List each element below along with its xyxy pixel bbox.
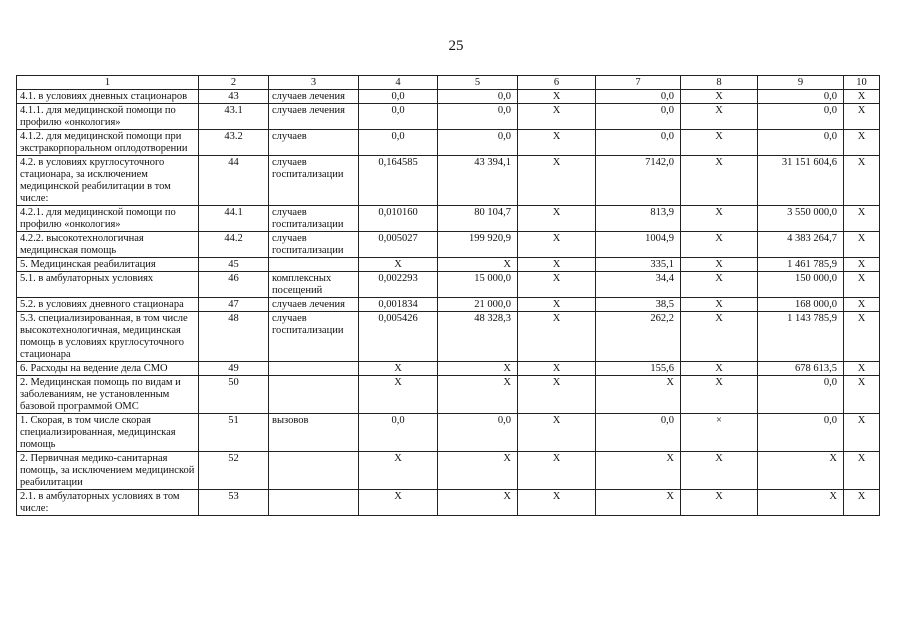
table-cell: 1 461 785,9	[758, 258, 844, 272]
table-cell: 21 000,0	[438, 298, 518, 312]
table-cell: Х	[596, 376, 681, 414]
table-cell: Х	[844, 452, 880, 490]
table-cell: Х	[359, 490, 438, 516]
table-row	[17, 490, 880, 516]
table-cell: 0,0	[438, 104, 518, 130]
table-cell: Х	[518, 156, 596, 206]
table-cell: Х	[359, 452, 438, 490]
table-cell: 43 394,1	[438, 156, 518, 206]
table-cell: 5.1. в амбулаторных условиях	[17, 272, 199, 298]
table-cell: 0,0	[359, 130, 438, 156]
table-cell: 0,0	[758, 376, 844, 414]
table-cell: Х	[438, 258, 518, 272]
table-cell: 4.1.2. для медицинской помощи при экстракорпоральном оплодотворении	[17, 130, 199, 156]
table-cell: 0,0	[758, 130, 844, 156]
table-cell: 0,005426	[359, 312, 438, 362]
table-cell: Х	[681, 272, 758, 298]
table-cell: Х	[844, 272, 880, 298]
table-cell	[269, 362, 359, 376]
table-cell: 48	[199, 312, 269, 362]
table-cell: 46	[199, 272, 269, 298]
table-cell: 155,6	[596, 362, 681, 376]
table-cell: Х	[681, 490, 758, 516]
table-cell: Х	[518, 232, 596, 258]
table-cell: 1004,9	[596, 232, 681, 258]
table-cell: 0,0	[438, 90, 518, 104]
table-cell: 1. Скорая, в том числе скорая специализированная, медицинская помощь	[17, 414, 199, 452]
table-cell: Х	[844, 298, 880, 312]
table-cell: Х	[596, 490, 681, 516]
header-cell: 5	[438, 76, 518, 90]
table-cell: 44.2	[199, 232, 269, 258]
table-cell: 199 920,9	[438, 232, 518, 258]
table-row	[17, 90, 880, 104]
table-cell: Х	[681, 104, 758, 130]
table-row	[17, 414, 880, 452]
table-cell: 38,5	[596, 298, 681, 312]
table-cell: Х	[518, 130, 596, 156]
table-cell: 0,0	[359, 90, 438, 104]
table-cell: Х	[681, 90, 758, 104]
table-cell: Х	[359, 376, 438, 414]
table-cell: 1 143 785,9	[758, 312, 844, 362]
table-cell: 34,4	[596, 272, 681, 298]
header-cell: 10	[844, 76, 880, 90]
table-cell: 678 613,5	[758, 362, 844, 376]
table-cell: Х	[844, 362, 880, 376]
table-cell: Х	[681, 452, 758, 490]
table-cell	[269, 452, 359, 490]
header-cell: 2	[199, 76, 269, 90]
table-cell: Х	[681, 258, 758, 272]
table-cell: 150 000,0	[758, 272, 844, 298]
table-cell: Х	[438, 490, 518, 516]
table-cell: Х	[518, 90, 596, 104]
table-cell: Х	[438, 452, 518, 490]
table-cell: 49	[199, 362, 269, 376]
table-cell: 5.3. специализированная, в том числе высокотехнологичная, медицинская помощь в условиях круглосуточного стационара	[17, 312, 199, 362]
table-cell: Х	[518, 104, 596, 130]
table-cell: 335,1	[596, 258, 681, 272]
table-cell: Х	[844, 490, 880, 516]
table-cell: 262,2	[596, 312, 681, 362]
table-cell: 0,005027	[359, 232, 438, 258]
table-row	[17, 312, 880, 362]
table-cell: Х	[681, 298, 758, 312]
table-cell	[269, 490, 359, 516]
header-cell: 1	[17, 76, 199, 90]
table-cell: 2. Медицинская помощь по видам и заболеваниям, не установленным базовой программой ОМС	[17, 376, 199, 414]
header-cell: 7	[596, 76, 681, 90]
table-cell: 0,001834	[359, 298, 438, 312]
table-row	[17, 376, 880, 414]
table-cell: 0,0	[359, 104, 438, 130]
table-cell: ×	[681, 414, 758, 452]
table-cell: 53	[199, 490, 269, 516]
table-cell: вызовов	[269, 414, 359, 452]
table-cell: Х	[681, 312, 758, 362]
table-cell: 0,0	[438, 414, 518, 452]
header-cell: 3	[269, 76, 359, 90]
table-cell: 50	[199, 376, 269, 414]
table-cell: Х	[518, 272, 596, 298]
table-cell: 48 328,3	[438, 312, 518, 362]
table-cell: 4.1. в условиях дневных стационаров	[17, 90, 199, 104]
table-cell: Х	[681, 376, 758, 414]
table-cell: Х	[681, 232, 758, 258]
table-cell: случаев лечения	[269, 298, 359, 312]
table-cell: Х	[844, 376, 880, 414]
header-cell: 9	[758, 76, 844, 90]
table-cell: Х	[758, 490, 844, 516]
table-cell: 52	[199, 452, 269, 490]
table-cell: 4.1.1. для медицинской помощи по профилю «онкология»	[17, 104, 199, 130]
table-cell: 0,010160	[359, 206, 438, 232]
table-row	[17, 298, 880, 312]
table-cell: 43.1	[199, 104, 269, 130]
table-cell: Х	[518, 312, 596, 362]
table-cell: 45	[199, 258, 269, 272]
table-cell: 0,0	[359, 414, 438, 452]
table-cell: Х	[438, 376, 518, 414]
header-cell: 8	[681, 76, 758, 90]
header-cell: 6	[518, 76, 596, 90]
table-cell: 5. Медицинская реабилитация	[17, 258, 199, 272]
table-cell: Х	[596, 452, 681, 490]
table-cell: Х	[518, 452, 596, 490]
table-cell: 6. Расходы на ведение дела СМО	[17, 362, 199, 376]
table-header	[17, 76, 880, 90]
table-cell: 5.2. в условиях дневного стационара	[17, 298, 199, 312]
table-cell: случаев госпитализации	[269, 206, 359, 232]
table-cell: Х	[518, 362, 596, 376]
table-cell: 44	[199, 156, 269, 206]
table-cell: 2. Первичная медико-санитарная помощь, за исключением медицинской реабилитации	[17, 452, 199, 490]
table-cell: Х	[844, 90, 880, 104]
table-cell	[269, 376, 359, 414]
data-table	[16, 75, 880, 516]
table-cell: Х	[844, 312, 880, 362]
table-cell: 0,0	[596, 414, 681, 452]
table-row	[17, 452, 880, 490]
table-cell: случаев госпитализации	[269, 232, 359, 258]
table-cell: 51	[199, 414, 269, 452]
table-cell: 0,002293	[359, 272, 438, 298]
table-cell: 0,0	[758, 414, 844, 452]
table-cell: Х	[844, 414, 880, 452]
table-cell: 0,0	[438, 130, 518, 156]
table-row	[17, 130, 880, 156]
table-cell: Х	[518, 258, 596, 272]
table-cell: 44.1	[199, 206, 269, 232]
table-cell: 168 000,0	[758, 298, 844, 312]
page-number: 25	[448, 38, 464, 54]
table-cell: Х	[518, 490, 596, 516]
table-cell: 0,0	[596, 90, 681, 104]
table-cell: Х	[844, 130, 880, 156]
table-cell: 0,164585	[359, 156, 438, 206]
table-cell: случаев лечения	[269, 104, 359, 130]
table-cell: 31 151 604,6	[758, 156, 844, 206]
table-cell: Х	[359, 258, 438, 272]
table-cell: 4.2.2. высокотехнологичная медицинская помощь	[17, 232, 199, 258]
table-cell: 47	[199, 298, 269, 312]
table-cell: 43	[199, 90, 269, 104]
table-body	[17, 90, 880, 516]
table-cell: Х	[844, 104, 880, 130]
table-cell: 0,0	[758, 104, 844, 130]
table-cell: Х	[681, 130, 758, 156]
table-row	[17, 272, 880, 298]
table-cell	[269, 258, 359, 272]
table-row	[17, 362, 880, 376]
table-cell: Х	[758, 452, 844, 490]
header-cell: 4	[359, 76, 438, 90]
table-cell: Х	[518, 298, 596, 312]
table-cell: Х	[681, 156, 758, 206]
table-cell: 3 550 000,0	[758, 206, 844, 232]
table-row	[17, 206, 880, 232]
table-cell: случаев лечения	[269, 90, 359, 104]
table-cell: 0,0	[596, 130, 681, 156]
table-cell: случаев госпитализации	[269, 312, 359, 362]
table-cell: Х	[844, 156, 880, 206]
table-cell: 43.2	[199, 130, 269, 156]
table-cell: случаев	[269, 130, 359, 156]
table-cell: Х	[844, 206, 880, 232]
table-row	[17, 258, 880, 272]
table-cell: Х	[681, 206, 758, 232]
table-cell: Х	[844, 232, 880, 258]
table-cell: Х	[359, 362, 438, 376]
table-cell: 7142,0	[596, 156, 681, 206]
table-cell: 80 104,7	[438, 206, 518, 232]
table-cell: Х	[844, 258, 880, 272]
table-row	[17, 156, 880, 206]
table-cell: Х	[518, 206, 596, 232]
table-cell: случаев госпитализации	[269, 156, 359, 206]
table-row	[17, 104, 880, 130]
table-cell: 2.1. в амбулаторных условиях в том числе:	[17, 490, 199, 516]
header-row	[17, 76, 880, 90]
table-cell: 4 383 264,7	[758, 232, 844, 258]
table-cell: Х	[681, 362, 758, 376]
table-cell: Х	[518, 414, 596, 452]
table-cell: 4.2.1. для медицинской помощи по профилю «онкология»	[17, 206, 199, 232]
table-cell: Х	[438, 362, 518, 376]
table-cell: 15 000,0	[438, 272, 518, 298]
table-cell: 0,0	[758, 90, 844, 104]
table-cell: комплексных посещений	[269, 272, 359, 298]
table-cell: 0,0	[596, 104, 681, 130]
table-cell: 813,9	[596, 206, 681, 232]
table-cell: 4.2. в условиях круглосуточного стационара, за исключением медицинской реабилитации в том числе:	[17, 156, 199, 206]
table-row	[17, 232, 880, 258]
table-cell: Х	[518, 376, 596, 414]
